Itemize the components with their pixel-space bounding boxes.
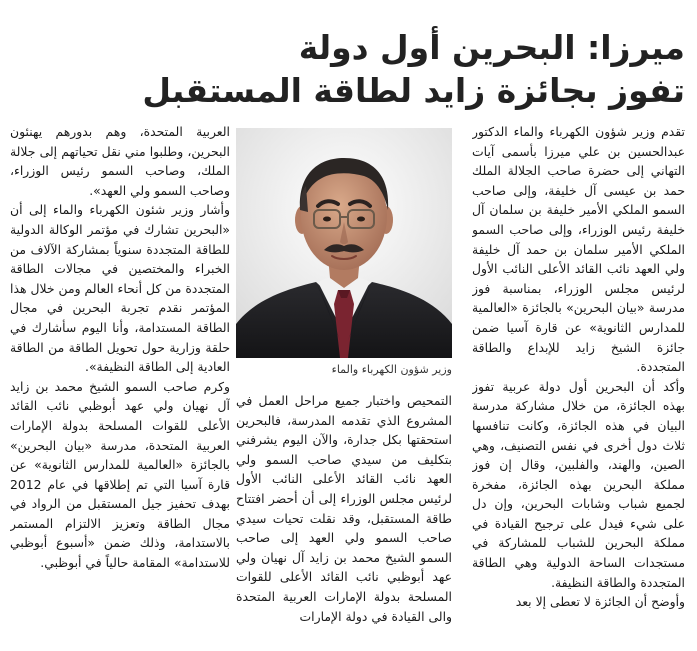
paragraph-first-arab-country: وأكد أن البحرين أول دولة عربية تفوز بهذه الجائزة، من خلال مشاركة مدرسة البيان في هذه الجائزة، وكانت تنافسها ثلاث دول أخرى في نفس التصنيف، وهي الصين، والهند، والفلبين، وقال إن فوز مملكة البحرين بهذه الجائزة، مفخرة لجميع شباب وشابات البحرين، وإن دل على شيء فيدل على ترجيح القيادة في مملكة البحرين للشباب للمشاركة في مستجدات الساحة الدولية وهي الطاقة المتجددة والطاقة النظيفة. [472,378,685,590]
paragraph-award-ceremony: وكرم صاحب السمو الشيخ محمد بن زايد آل نهيان ولي عهد أبوظبي نائب القائد الأعلى للقوات المسلحة بدولة الإمارات العربية المتحدة، مدرسة «بيان البحرين» بالجائزة «العالمية للمدارس الثانوية» عن قارة آسيا التي تم إطلاقها في عام 2012 بهدف تحفيز جيل المستقبل من الرواد في مجال الطاقة وتعزيز الالتزام المستمر بالاستدامة، وذلك ضمن «أسبوع أبوظبي للاستدامة» المقامة حالياً في أبوظبي. [10,378,230,571]
portrait-image [236,128,452,358]
minister-photo [236,128,452,358]
paragraph-irena-conference: وأشار وزير شئون الكهرباء والماء إلى أن «البحرين تشارك في مؤتمر الوكالة الدولية للطاقة المتجددة سنوياً بمشاركة الآلاف من الخبراء والمختصين في مجالات الطاقة المتجددة من كل أنحاء العالم ومن خلال هذا المؤتمر نقدم تجربة البحرين في مجال الطاقة المستدامة، وأنا اليوم سأشارك في حلقة وزارية حول تحويل الطاقة من الطاقة العادية إلى الطاقة النظيفة». [10,202,230,375]
article-column-middle [236,391,452,644]
headline-line-1: ميرزا: البحرين أول دولة [298,28,685,67]
article-column-right [472,122,685,644]
paragraph-congratulations: تقدم وزير شؤون الكهرباء والماء الدكتور عبدالحسين بن علي ميرزا بأسمى آيات التهاني إلى حضرة صاحب الجلالة الملك حمد بن عيسى آل خليفة، وإلى صاحب السمو الملكي الأمير خليفة بن سلمان آل خليفة رئيس الوزراء، وإلى صاحب السمو الملكي الأمير سلمان بن حمد آل خليفة ولي العهد نائب القائد الأعلى النائب الأول لرئيس مجلس الوزراء، بمناسبة فوز مدرسة «بيان البحرين» بالجائزة «العالمية للمدارس الثانوية» عن قارة آسيا ضمن جائزة الشيخ زايد للإبداع والطاقة المتجددة. [472,124,685,375]
paragraph-award-criteria-cont: التمحيص واختبار جميع مراحل العمل في المشروع الذي تقدمه المدرسة، فالبحرين استحقتها بكل جدارة، والآن اليوم يشرفني بتكليف من سيدي صاحب السمو ولي العهد نائب القائد الأعلى النائب الأول لرئيس مجلس الوزراء إلى أن أحضر افتتاح طاقة المستقبل، وقد نقلت تحيات سيدي صاحب السمو ولي العهد إلى صاحب السمو الشيخ محمد بن زايد آل نهيان ولي عهد أبوظبي نائب القائد الأعلى للقوات المسلحة بدولة الإمارات العربية المتحدة والى القيادة في دولة الإمارات [236,393,452,624]
paragraph-award-criteria-start: وأوضح أن الجائزة لا تعطى إلا بعد [515,594,685,610]
paragraph-uae-greetings: العربية المتحدة، وهم بدورهم يهنئون البحرين، وطلبوا مني نقل تحياتهم إلى جلالة الملك، وصاحب السمو رئيس الوزراء، وصاحب السمو ولي العهد». [10,124,230,198]
headline-line-2: تفوز بجائزة زايد لطاقة المستقبل [142,71,685,110]
article-headline [12,26,685,112]
article-column-left [10,122,230,644]
photo-caption: وزير شؤون الكهرباء والماء [331,363,452,376]
